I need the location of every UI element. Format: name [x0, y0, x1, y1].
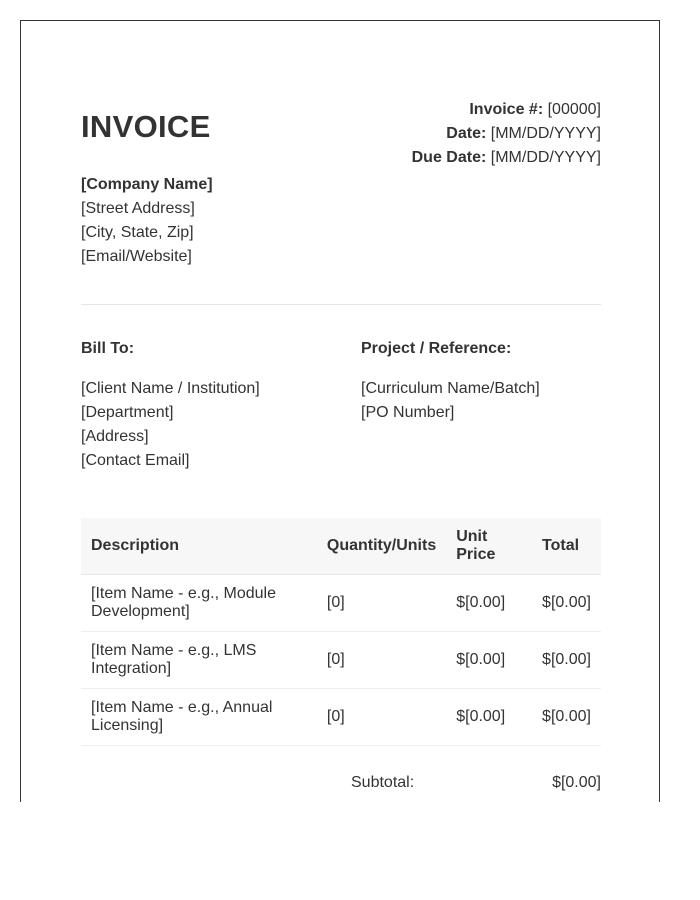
cell-unit-price: $[0.00] — [446, 632, 532, 689]
cell-description: [Item Name - e.g., Module Development] — [81, 575, 317, 632]
bill-to-heading: Bill To: — [81, 340, 135, 357]
cell-unit-price: $[0.00] — [446, 575, 532, 632]
invoice-date-label: Date: — [446, 125, 487, 142]
header-description: Description — [81, 518, 317, 575]
table-row — [81, 632, 601, 689]
project-section — [361, 337, 540, 425]
bill-to-address: [Address] — [81, 428, 149, 445]
header-total: Total — [532, 518, 601, 575]
section-divider — [81, 304, 601, 305]
bill-to-client: [Client Name / Institution] — [81, 380, 260, 397]
invoice-title: INVOICE — [81, 109, 211, 144]
invoice-number-row — [412, 98, 601, 122]
invoice-due-date-label: Due Date: — [411, 149, 487, 166]
line-items-table — [81, 518, 601, 746]
invoice-meta — [412, 98, 601, 170]
cell-total: $[0.00] — [532, 632, 601, 689]
invoice-date-value: [MM/DD/YYYY] — [490, 125, 601, 142]
invoice-date-row — [412, 122, 601, 146]
header-unit-price: Unit Price — [446, 518, 532, 575]
invoice-due-date-row — [412, 146, 601, 170]
company-name: [Company Name] — [81, 176, 213, 193]
cell-description: [Item Name - e.g., Annual Licensing] — [81, 689, 317, 746]
subtotal-value: $[0.00] — [552, 774, 601, 791]
bill-to-section — [81, 337, 260, 473]
project-heading: Project / Reference: — [361, 340, 512, 357]
cell-total: $[0.00] — [532, 575, 601, 632]
cell-quantity: [0] — [317, 632, 446, 689]
header-quantity: Quantity/Units — [317, 518, 446, 575]
company-city: [City, State, Zip] — [81, 224, 194, 241]
bill-to-email: [Contact Email] — [81, 452, 190, 469]
invoice-page — [20, 20, 660, 802]
company-street: [Street Address] — [81, 200, 195, 217]
subtotal-label: Subtotal: — [351, 774, 415, 791]
cell-quantity: [0] — [317, 689, 446, 746]
project-curriculum: [Curriculum Name/Batch] — [361, 380, 540, 397]
company-info — [81, 173, 213, 269]
table-row — [81, 575, 601, 632]
invoice-number-value: [00000] — [547, 101, 601, 118]
cell-unit-price: $[0.00] — [446, 689, 532, 746]
company-email: [Email/Website] — [81, 248, 192, 265]
table-row — [81, 689, 601, 746]
invoice-due-date-value: [MM/DD/YYYY] — [490, 149, 601, 166]
cell-total: $[0.00] — [532, 689, 601, 746]
bill-to-department: [Department] — [81, 404, 174, 421]
table-header-row — [81, 518, 601, 575]
cell-description: [Item Name - e.g., LMS Integration] — [81, 632, 317, 689]
project-po-number: [PO Number] — [361, 404, 455, 421]
invoice-number-label: Invoice #: — [469, 101, 544, 118]
cell-quantity: [0] — [317, 575, 446, 632]
